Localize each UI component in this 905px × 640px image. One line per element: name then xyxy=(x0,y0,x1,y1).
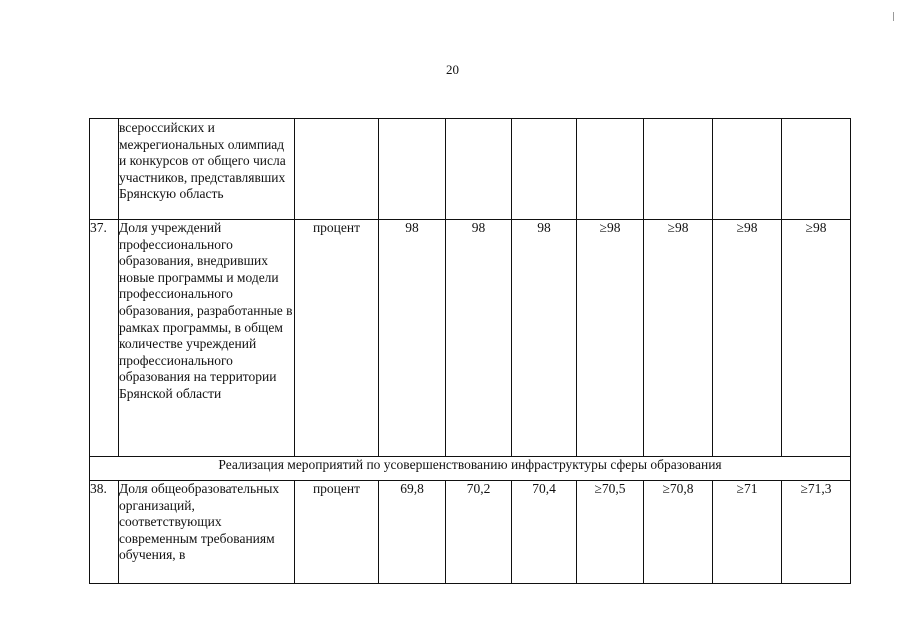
table-row xyxy=(90,220,851,457)
value-cell: ≥98 xyxy=(644,220,713,457)
indicator-name: всероссийских и межрегиональных олимпиад и конкурсов от общего числа участников, представлявших Брянскую область xyxy=(119,119,295,220)
indicator-name: Доля учреждений профессионального образования, внедривших новые программы и модели профессионального образования, разработанные в рамках программы, в общем количестве учреждений профессионального образования на территории Брянской области xyxy=(119,220,295,457)
value-cell xyxy=(782,119,851,220)
unit-cell xyxy=(295,119,379,220)
indicator-name: Доля общеобразовательных организаций, соответствующих современным требованиям обучения, в xyxy=(119,481,295,584)
value-cell xyxy=(446,119,512,220)
value-cell: ≥70,8 xyxy=(644,481,713,584)
value-cell: 69,8 xyxy=(379,481,446,584)
value-cell: 70,2 xyxy=(446,481,512,584)
value-cell xyxy=(713,119,782,220)
table-row xyxy=(90,119,851,220)
row-number: 38. xyxy=(90,481,119,584)
value-cell: 98 xyxy=(446,220,512,457)
value-cell: ≥70,5 xyxy=(577,481,644,584)
value-cell: 70,4 xyxy=(512,481,577,584)
value-cell: ≥98 xyxy=(782,220,851,457)
indicators-table xyxy=(89,118,851,584)
section-heading: Реализация мероприятий по усовершенствованию инфраструктуры сферы образования xyxy=(90,457,851,481)
value-cell: ≥98 xyxy=(713,220,782,457)
value-cell: ≥98 xyxy=(577,220,644,457)
row-number: 37. xyxy=(90,220,119,457)
value-cell: 98 xyxy=(512,220,577,457)
unit-cell: процент xyxy=(295,220,379,457)
value-cell: ≥71,3 xyxy=(782,481,851,584)
page-number: 20 xyxy=(446,62,459,77)
value-cell xyxy=(577,119,644,220)
value-cell xyxy=(379,119,446,220)
section-heading-row xyxy=(90,457,851,481)
unit-cell: процент xyxy=(295,481,379,584)
row-number xyxy=(90,119,119,220)
table-row xyxy=(90,481,851,584)
page-edge-mark xyxy=(893,12,894,21)
value-cell: 98 xyxy=(379,220,446,457)
value-cell xyxy=(512,119,577,220)
value-cell: ≥71 xyxy=(713,481,782,584)
value-cell xyxy=(644,119,713,220)
